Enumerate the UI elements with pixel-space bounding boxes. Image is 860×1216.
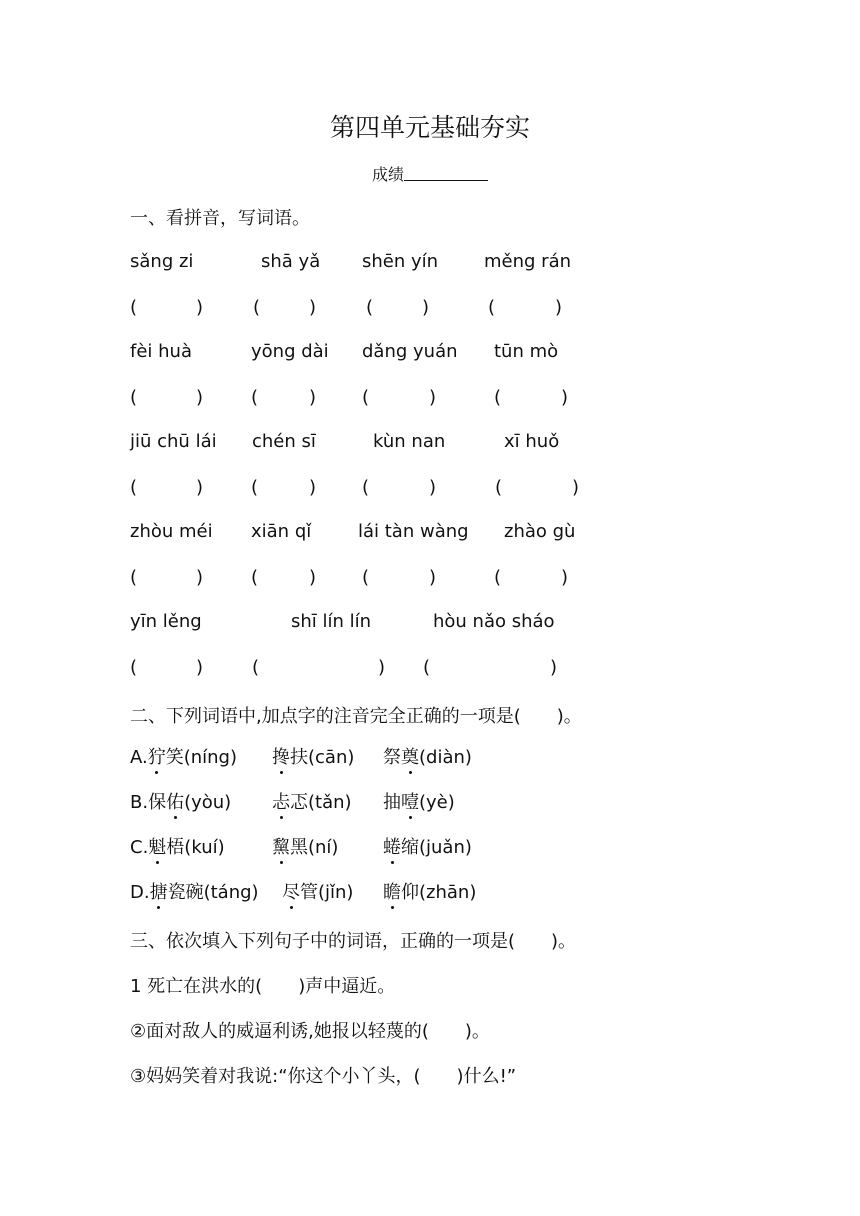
score-field [0,162,860,185]
pinyin-item: chén sī [252,431,316,452]
answer-blank[interactable]: ( [130,657,138,678]
option-a-word-1: A.狞笑(níng) [130,743,237,769]
answer-blank-close: ) [309,387,317,408]
dotted-char: 黧 [272,833,290,859]
pinyin-item: yīn lěng [130,611,202,632]
answer-blank[interactable]: ( [362,567,370,588]
answer-blank[interactable]: ( [494,387,502,408]
option-c-word-2: 黧黑(ní) [272,833,338,859]
pinyin-item: shā yǎ [261,251,321,272]
answer-blank-close: ) [422,297,430,318]
answer-blank[interactable]: ( [423,657,431,678]
option-c-word-3: 蜷缩(juǎn) [383,833,472,859]
answer-blank[interactable]: ( [495,477,503,498]
page-title: 第四单元基础夯实 [329,113,530,142]
option-b-word-2: 忐忑(tǎn) [272,788,352,814]
answer-blank-close: ) [561,387,569,408]
answer-blank[interactable]: ( [251,567,259,588]
answer-blank-close: ) [429,387,437,408]
pinyin-item: dǎng yuán [362,341,458,362]
sentence-2: ②面对敌人的威逼利诱,她报以轻蔑的( )。 [130,1021,490,1042]
option-a-word-3: 祭奠(diàn) [383,743,472,769]
option-d-word-1: D.搪瓷碗(táng) [130,878,259,904]
pinyin-item: měng rán [484,251,572,272]
option-b-word-3: 抽噎(yè) [383,788,455,814]
dotted-char: 噎 [401,788,419,814]
answer-blank-close: ) [309,477,317,498]
section2-heading: 二、下列词语中,加点字的注音完全正确的一项是( )。 [130,706,582,727]
answer-blank-close: ) [378,657,386,678]
answer-blank-close: ) [196,477,204,498]
dotted-char: 魁 [148,833,166,859]
pinyin-item: shī lín lín [291,611,372,632]
pinyin-item: lái tàn wàng [358,521,469,542]
answer-blank[interactable]: ( [252,657,260,678]
score-label: 成绩 [371,165,404,184]
dotted-char: 狞 [148,743,166,769]
answer-blank[interactable]: ( [130,387,138,408]
dotted-char: 尽 [282,878,300,904]
pinyin-item: zhòu méi [130,521,213,542]
pinyin-item: shēn yín [362,251,439,272]
answer-blank-close: ) [429,567,437,588]
answer-blank-close: ) [309,567,317,588]
answer-blank[interactable]: ( [488,297,496,318]
sentence-1: 1 死亡在洪水的( )声中逼近。 [130,976,396,997]
answer-blank-close: ) [572,477,580,498]
pinyin-item: sǎng zi [130,251,194,272]
dotted-char: 搀 [272,743,290,769]
pinyin-item: yōng dài [251,341,329,362]
dotted-char: 搪 [150,878,168,904]
answer-blank-close: ) [555,297,563,318]
answer-blank[interactable]: ( [130,297,138,318]
dotted-char: 蜷 [383,833,401,859]
option-c-word-1: C.魁梧(kuí) [130,833,225,859]
answer-blank[interactable]: ( [130,477,138,498]
answer-blank-close: ) [196,567,204,588]
answer-blank[interactable]: ( [362,387,370,408]
answer-blank-close: ) [561,567,569,588]
answer-blank[interactable]: ( [130,567,138,588]
dotted-char: 忐 [272,788,290,814]
answer-blank-close: ) [550,657,558,678]
answer-blank-close: ) [196,387,204,408]
section1-heading: 一、看拼音，写词语。 [130,208,310,229]
answer-blank-close: ) [309,297,317,318]
option-d-word-3: 瞻仰(zhān) [383,878,476,904]
answer-blank-close: ) [429,477,437,498]
pinyin-item: jiū chū lái [130,431,217,452]
answer-blank[interactable]: ( [253,297,261,318]
pinyin-item: kùn nan [373,431,446,452]
dotted-char: 瞻 [383,878,401,904]
answer-blank[interactable]: ( [251,387,259,408]
answer-blank[interactable]: ( [366,297,374,318]
sentence-3: ③妈妈笑着对我说:“你这个小丫头，( )什么!” [130,1066,517,1087]
pinyin-item: xiān qǐ [251,521,312,542]
pinyin-item: tūn mò [494,341,559,362]
pinyin-item: xī huǒ [504,431,560,452]
score-blank[interactable] [404,166,488,181]
option-d-word-2: 尽管(jǐn) [282,878,353,904]
option-b-word-1: B.保佑(yòu) [130,788,231,814]
answer-blank-close: ) [196,297,204,318]
option-a-word-2: 搀扶(cān) [272,743,354,769]
dotted-char: 奠 [401,743,419,769]
section3-heading: 三、依次填入下列句子中的词语，正确的一项是( )。 [130,931,577,952]
answer-blank[interactable]: ( [494,567,502,588]
answer-blank-close: ) [196,657,204,678]
dotted-char: 佑 [166,788,184,814]
pinyin-item: zhào gù [504,521,576,542]
pinyin-item: fèi huà [130,341,192,362]
pinyin-item: hòu nǎo sháo [433,611,555,632]
answer-blank[interactable]: ( [251,477,259,498]
answer-blank[interactable]: ( [362,477,370,498]
